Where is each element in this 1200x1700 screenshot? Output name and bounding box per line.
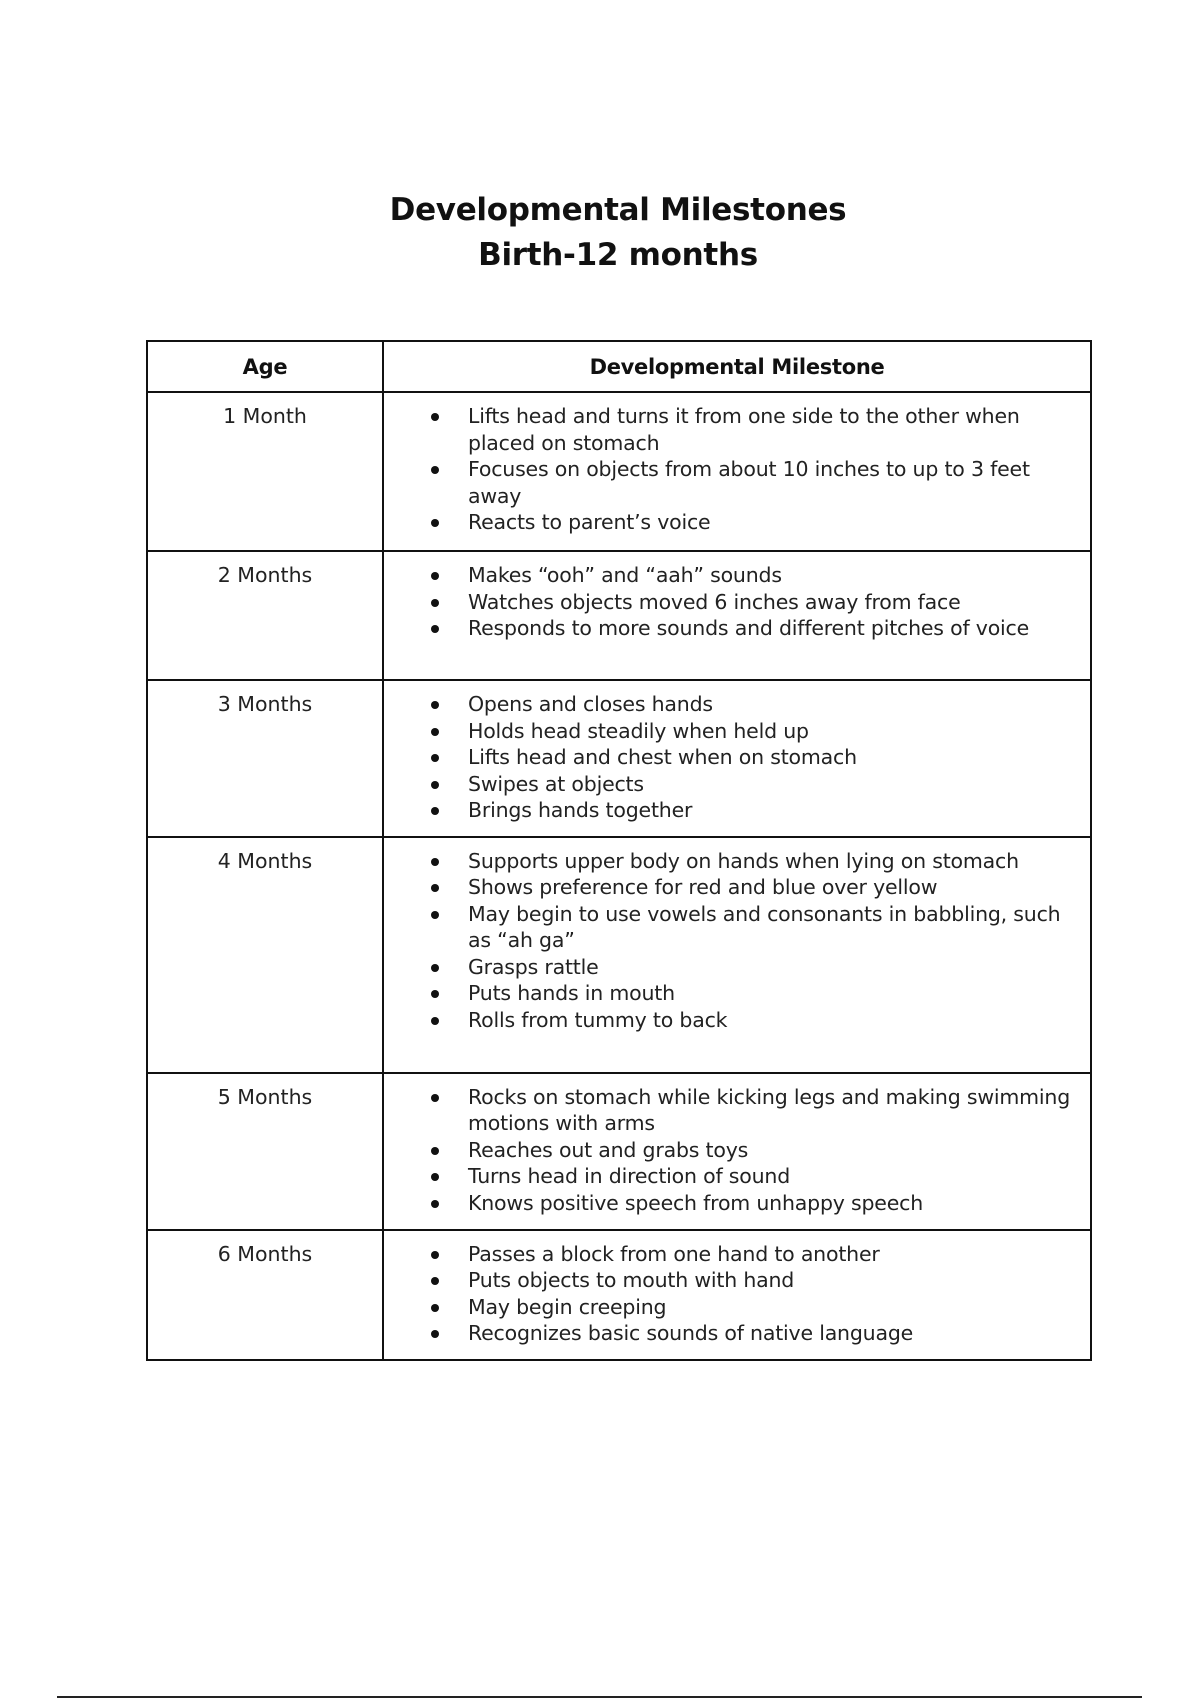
list-item [384,589,1078,616]
list-item [384,562,1078,589]
list-item [384,954,1078,981]
milestone-text: Supports upper body on hands when lying on stomach [468,848,1019,873]
milestone-text: May begin creeping [468,1294,667,1319]
milestone-text: Passes a block from one hand to another [468,1241,880,1266]
milestone-text: Rolls from tummy to back [468,1007,728,1032]
milestone-text: Puts hands in mouth [468,981,675,1005]
milestone-list [384,562,1078,642]
table-body [147,392,1091,1360]
milestone-list [384,848,1078,1034]
list-item [384,1267,1078,1294]
age-cell: 1 Month [147,392,383,551]
age-cell: 3 Months [147,680,383,837]
list-item [384,1190,1078,1217]
bullet-icon [431,413,439,421]
milestone-text: Recognizes basic sounds of native language [468,1321,914,1345]
bullet-icon [431,625,439,633]
bullet-icon [431,1017,439,1025]
bullet-icon [431,884,439,892]
list-item [384,456,1078,509]
milestone-list [384,691,1078,824]
table-row [147,837,1091,1073]
bullet-icon [431,701,439,709]
milestone-list [384,1241,1078,1347]
bullet-icon [431,781,439,789]
age-cell: 6 Months [147,1230,383,1360]
bullet-icon [431,572,439,580]
milestone-text: Focuses on objects from about 10 inches to up to 3 feet away [468,457,1030,508]
bullet-icon [431,807,439,815]
table-row [147,680,1091,837]
milestone-text: Opens and closes hands [468,692,713,716]
milestone-text: Shows preference for red and blue over yellow [468,875,938,899]
title-line-1: Developmental Milestones [389,192,847,228]
bullet-icon [431,990,439,998]
list-item [384,771,1078,798]
list-item [384,901,1078,954]
bullet-icon [431,1147,439,1155]
table-row [147,551,1091,680]
milestone-cell [383,551,1091,680]
milestone-text: Reacts to parent’s voice [468,510,711,534]
bullet-icon [431,728,439,736]
list-item [384,1320,1078,1347]
list-item [384,1294,1078,1321]
bullet-icon [431,466,439,474]
milestone-text: Watches objects moved 6 inches away from face [468,589,961,614]
list-item [384,403,1078,456]
footer-divider [57,1696,1142,1698]
table-row [147,1230,1091,1360]
bullet-icon [431,599,439,607]
milestone-text: Reaches out and grabs toys [468,1137,749,1162]
list-item [384,691,1078,718]
age-cell: 2 Months [147,551,383,680]
milestone-text: May begin to use vowels and consonants in babbling, such as “ah ga” [468,901,1061,952]
list-item [384,1137,1078,1164]
milestone-text: Lifts head and chest when on stomach [468,745,857,769]
milestone-text: Turns head in direction of sound [468,1164,791,1188]
milestone-list [384,403,1078,536]
milestone-cell [383,1073,1091,1230]
milestone-text: Holds head steadily when held up [468,718,809,743]
title-line-2: Birth-12 months [478,237,758,273]
milestone-text: Rocks on stomach while kicking legs and making swimming motions with arms [468,1084,1071,1135]
milestone-text: Lifts head and turns it from one side to the other when placed on stomach [468,404,1020,455]
milestone-text: Puts objects to mouth with hand [468,1268,795,1292]
milestone-text: Makes “ooh” and “aah” sounds [468,563,782,587]
milestone-cell [383,392,1091,551]
list-item [384,980,1078,1007]
milestone-text: Grasps rattle [468,954,599,979]
bullet-icon [431,964,439,972]
milestone-text: Responds to more sounds and different pitches of voice [468,616,1030,640]
table-row [147,1073,1091,1230]
age-cell: 4 Months [147,837,383,1073]
bullet-icon [431,1200,439,1208]
list-item [384,1084,1078,1137]
bullet-icon [431,1094,439,1102]
bullet-icon [431,1277,439,1285]
bullet-icon [431,1330,439,1338]
bullet-icon [431,1304,439,1312]
milestone-column-header: Developmental Milestone [383,341,1091,392]
milestone-cell [383,680,1091,837]
milestone-cell [383,837,1091,1073]
list-item [384,509,1078,536]
bullet-icon [431,911,439,919]
milestone-cell [383,1230,1091,1360]
bullet-icon [431,1173,439,1181]
list-item [384,797,1078,824]
table-row [147,392,1091,551]
milestone-text: Brings hands together [468,798,693,822]
bullet-icon [431,858,439,866]
list-item [384,744,1078,771]
bullet-icon [431,1251,439,1259]
milestone-list [384,1084,1078,1217]
list-item [384,848,1078,875]
list-item [384,874,1078,901]
age-cell: 5 Months [147,1073,383,1230]
milestone-text: Knows positive speech from unhappy speech [468,1190,923,1215]
milestones-table [146,340,1092,1361]
list-item [384,1007,1078,1034]
milestone-text: Swipes at objects [468,771,644,796]
table-header-row [147,341,1091,392]
list-item [384,615,1078,642]
bullet-icon [431,519,439,527]
age-column-header: Age [147,341,383,392]
list-item [384,718,1078,745]
list-item [384,1241,1078,1268]
document-title [0,188,1200,278]
bullet-icon [431,754,439,762]
list-item [384,1163,1078,1190]
